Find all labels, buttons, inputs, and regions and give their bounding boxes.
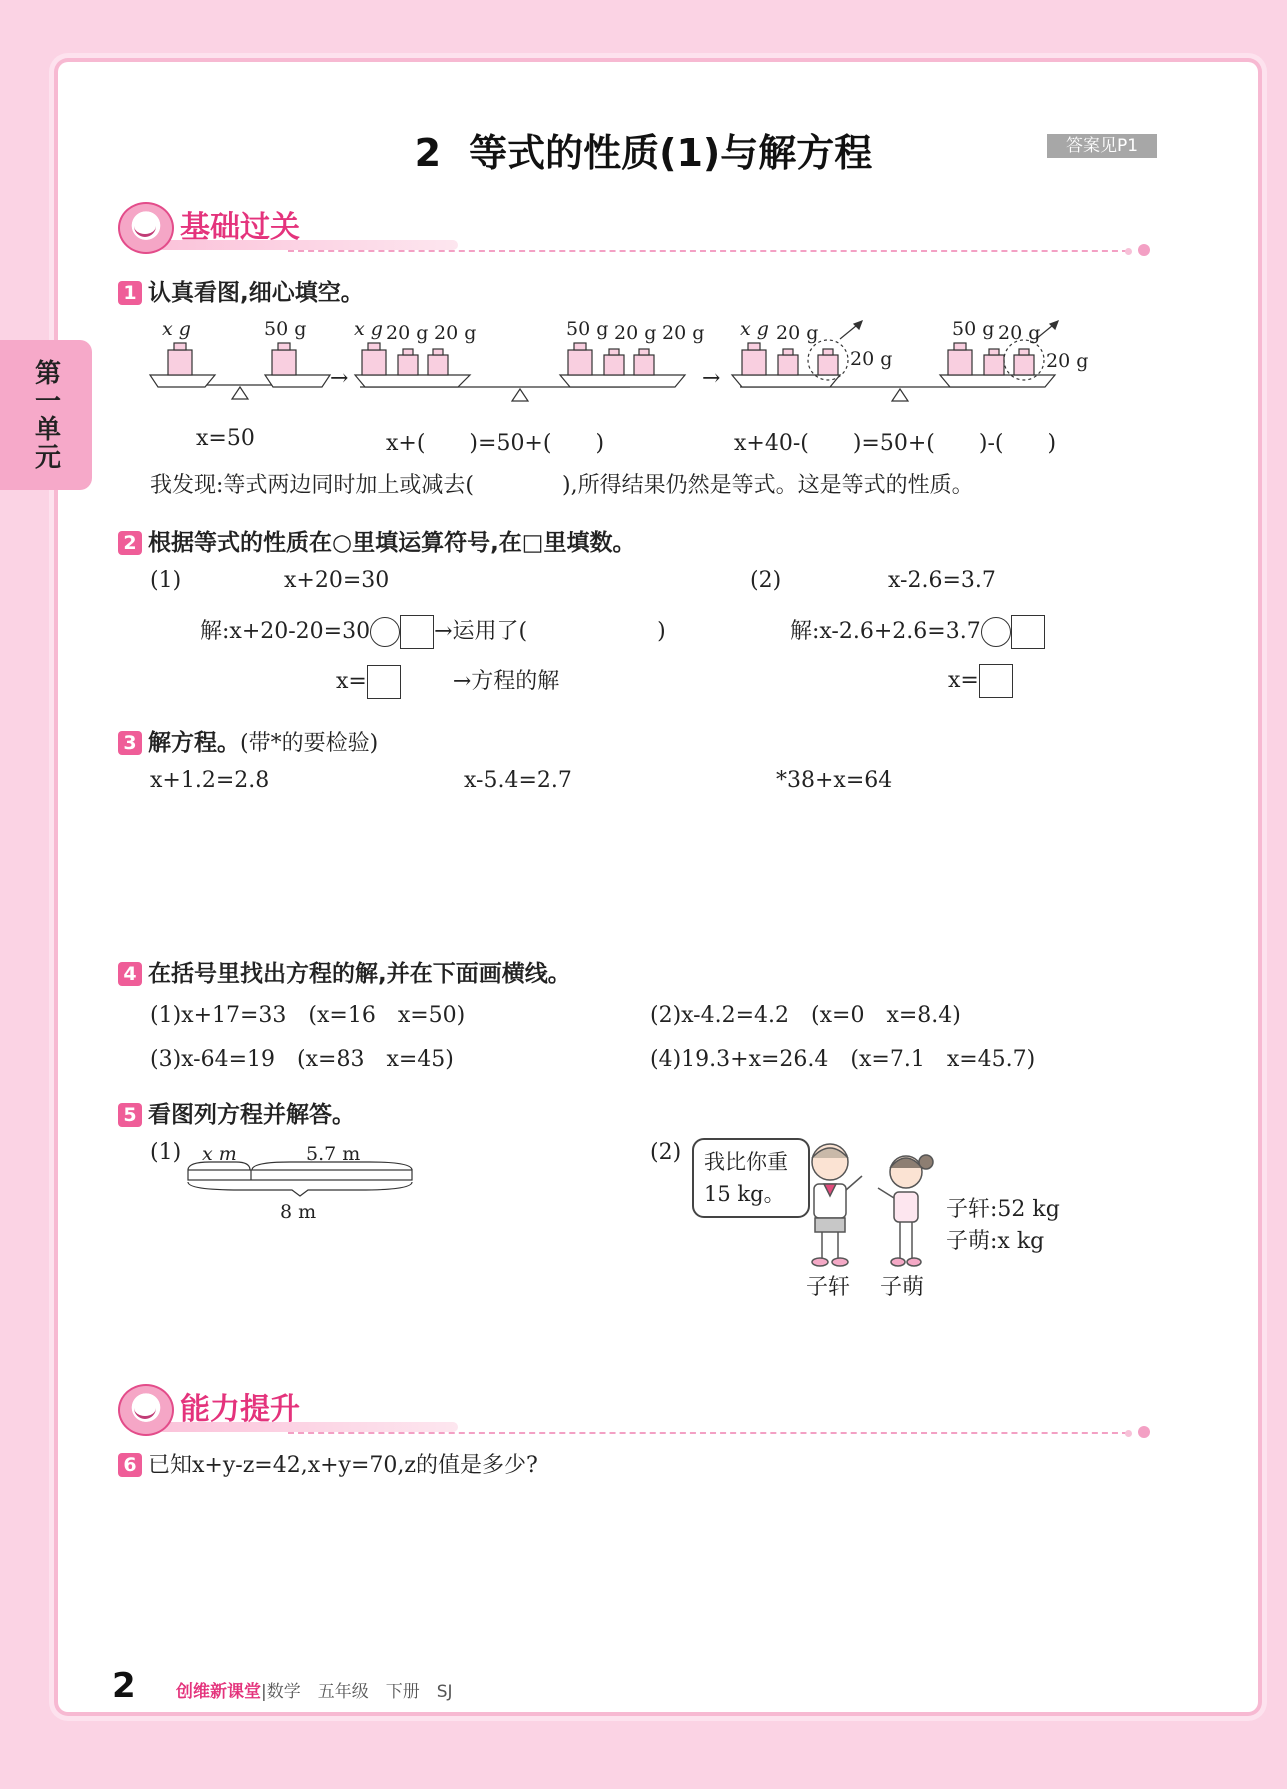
q4-item-4: (4)19.3+x=26.4 (x=7.1 x=45.7)	[650, 1047, 1036, 1072]
boy-figure	[812, 1144, 862, 1266]
operator-circle[interactable]	[370, 617, 400, 647]
q4-item-2: (2)x-4.2=4.2 (x=0 x=8.4)	[650, 1003, 961, 1028]
svg-text:20 g: 20 g	[1046, 350, 1089, 372]
question-2-heading: 2 根据等式的性质在○里填运算符号,在□里填数。	[118, 524, 636, 557]
q2-p1-equation: x+20=30	[284, 568, 390, 593]
svg-text:x m: x m	[202, 1143, 237, 1165]
svg-text:x g: x g	[354, 318, 383, 340]
balance-scale-1	[150, 318, 330, 399]
children-illustration	[800, 1140, 950, 1270]
name-zixuan: 子轩	[806, 1275, 851, 1300]
svg-text:20 g: 20 g	[386, 322, 429, 344]
section-title: 能力提升	[180, 1392, 300, 1427]
speech-bubble: 我比你重 15 kg。	[692, 1138, 810, 1218]
svg-text:→: →	[702, 366, 721, 391]
svg-text:20 g: 20 g	[434, 322, 477, 344]
unit-tab: 第一单元	[0, 340, 92, 490]
page-number: 2	[112, 1666, 136, 1706]
svg-text:20 g: 20 g	[850, 348, 893, 370]
svg-text:50 g: 50 g	[952, 318, 995, 340]
q3-equation-2: x-5.4=2.7	[464, 768, 572, 793]
answer-reference-badge: 答案见P1	[1047, 134, 1157, 158]
q2-p1-solution: 解:x+20-20=30 →运用了( )	[200, 614, 666, 649]
q2-p1-answer: x= →方程的解	[336, 664, 559, 699]
svg-text:20 g: 20 g	[614, 322, 657, 344]
svg-text:20 g: 20 g	[662, 322, 705, 344]
svg-text:50 g: 50 g	[566, 318, 609, 340]
segment-diagram	[180, 1140, 430, 1230]
balance-scale-3	[732, 318, 1088, 401]
q5-p2-label: (2)	[650, 1140, 682, 1165]
answer-box[interactable]	[367, 665, 401, 699]
q2-p1-label: (1)	[150, 568, 182, 593]
section-header-advanced	[118, 1382, 1158, 1438]
answer-box[interactable]	[979, 664, 1013, 698]
question-3-heading: 3 解方程。(带*的要检验)	[118, 724, 378, 757]
question-1-heading: 1 认真看图,细心填空。	[118, 274, 364, 307]
mascot-icon	[118, 202, 174, 254]
answer-box[interactable]	[400, 615, 434, 649]
question-4-heading: 4 在括号里找出方程的解,并在下面画横线。	[118, 955, 571, 988]
q1-finding: 我发现:等式两边同时加上或减去( ),所得结果仍然是等式。这是等式的性质。	[150, 473, 974, 498]
operator-circle[interactable]	[981, 617, 1011, 647]
q1-equation-2: x+( )=50+( )	[386, 431, 605, 456]
svg-text:20 g: 20 g	[776, 322, 819, 344]
q3-equation-1: x+1.2=2.8	[150, 768, 270, 793]
q1-equation-3: x+40-( )=50+( )-( )	[734, 431, 1057, 456]
q2-p2-equation: x-2.6=3.7	[888, 568, 996, 593]
q4-item-3: (3)x-64=19 (x=83 x=45)	[150, 1047, 454, 1072]
mascot-icon	[118, 1384, 174, 1436]
section-header-basic	[118, 200, 1158, 256]
question-6-heading: 6 已知x+y-z=42,x+y=70,z的值是多少?	[118, 1448, 538, 1479]
svg-text:x g: x g	[740, 318, 769, 340]
section-title: 基础过关	[180, 210, 300, 245]
footer-series: 创维新课堂|数学 五年级 下册 SJ	[176, 1682, 453, 1702]
svg-text:8 m: 8 m	[280, 1201, 317, 1223]
q1-equation-1: x=50	[196, 426, 255, 451]
q5-info-zimeng: 子萌:x kg	[946, 1229, 1045, 1254]
q2-p2-label: (2)	[750, 568, 782, 593]
svg-text:50 g: 50 g	[264, 318, 307, 340]
balance-scale-diagram	[140, 315, 1180, 415]
q5-info-zixuan: 子轩:52 kg	[946, 1197, 1060, 1222]
svg-text:5.7 m: 5.7 m	[306, 1143, 361, 1165]
svg-text:x g: x g	[162, 318, 191, 340]
answer-box[interactable]	[1011, 615, 1045, 649]
svg-text:20 g: 20 g	[998, 322, 1041, 344]
q5-p1-label: (1)	[150, 1140, 182, 1165]
svg-text:→: →	[330, 366, 349, 391]
lesson-title-text: 等式的性质(1)与解方程	[469, 131, 873, 175]
question-5-heading: 5 看图列方程并解答。	[118, 1096, 355, 1129]
lesson-number: 2	[414, 131, 442, 175]
balance-scale-2	[354, 318, 704, 401]
footer-brand: 创维新课堂	[176, 1682, 261, 1702]
name-zimeng: 子萌	[880, 1275, 925, 1300]
q4-item-1: (1)x+17=33 (x=16 x=50)	[150, 1003, 466, 1028]
girl-figure	[878, 1155, 933, 1266]
q3-equation-3: *38+x=64	[776, 768, 893, 793]
q2-p2-solution: 解:x-2.6+2.6=3.7	[790, 614, 1045, 649]
q2-p2-answer: x=	[948, 664, 1013, 698]
